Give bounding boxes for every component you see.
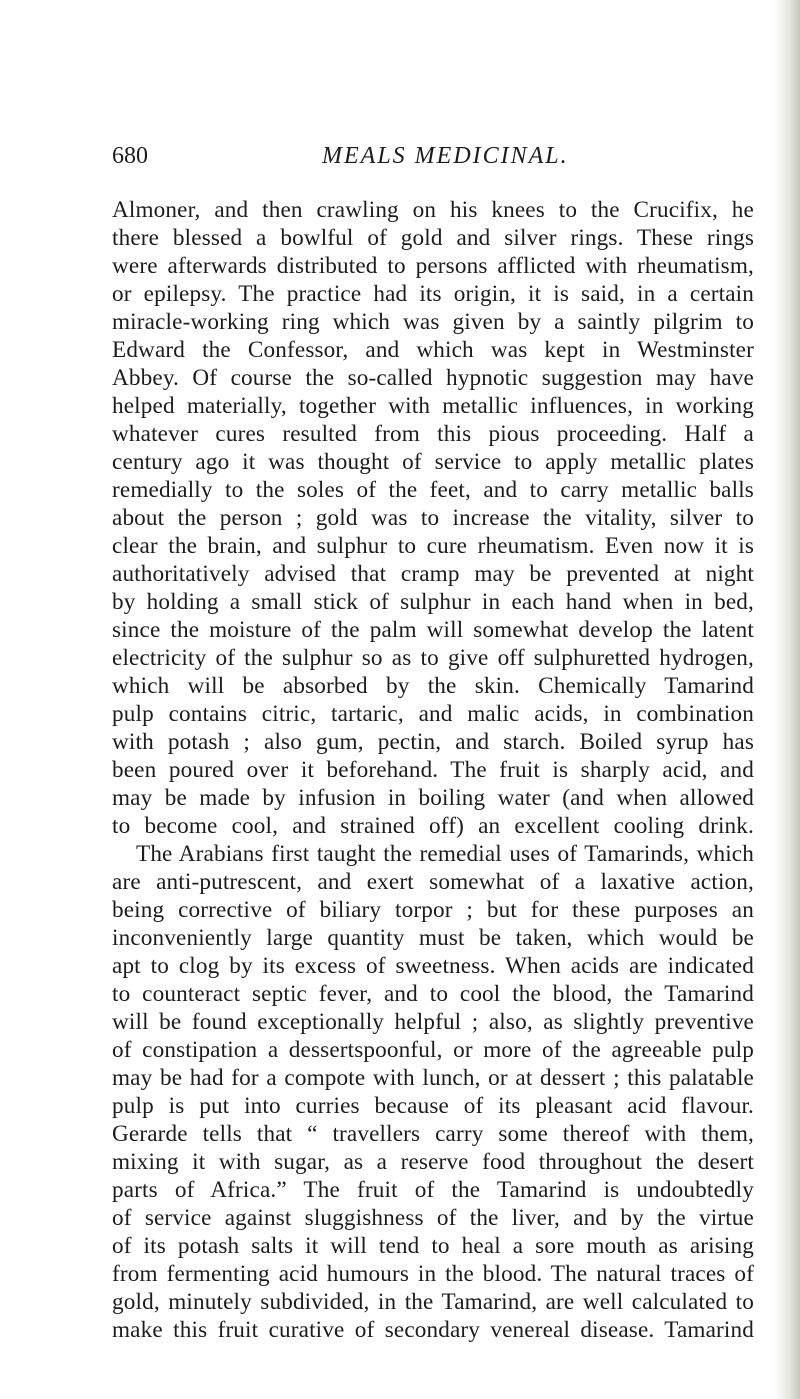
text-line: may be had for a compote with lunch, or at dessert ; this palatable	[112, 1065, 754, 1091]
page-number: 680	[112, 143, 148, 169]
text-line: been poured over it beforehand. The fruit is sharply acid, and	[112, 757, 754, 783]
text-line: inconveniently large quantity must be taken, which would be	[112, 925, 754, 951]
text-line: of service against sluggishness of the liver, and by the virtue	[112, 1205, 754, 1231]
text-line: electricity of the sulphur so as to give off sulphuretted hydrogen,	[112, 645, 754, 671]
text-line: apt to clog by its excess of sweetness. When acids are indicated	[112, 953, 754, 979]
text-line: clear the brain, and sulphur to cure rheumatism. Even now it is	[112, 533, 754, 559]
text-line: Almoner, and then crawling on his knees to the Crucifix, he	[112, 197, 754, 223]
text-line: or epilepsy. The practice had its origin, it is said, in a certain	[112, 281, 754, 307]
text-line: to counteract septic fever, and to cool the blood, the Tamarind	[112, 981, 754, 1007]
text-line: remedially to the soles of the feet, and to carry metallic balls	[112, 477, 754, 503]
text-line: gold, minutely subdivided, in the Tamarind, are well calculated to	[112, 1289, 754, 1315]
text-line: of its potash salts it will tend to heal a sore mouth as arising	[112, 1233, 754, 1259]
text-line: will be found exceptionally helpful ; also, as slightly preventive	[112, 1009, 754, 1035]
page-edge-shadow	[774, 0, 800, 1399]
text-line: may be made by infusion in boiling water (and when allowed	[112, 785, 754, 811]
text-line: about the person ; gold was to increase the vitality, silver to	[112, 505, 754, 531]
text-line: with potash ; also gum, pectin, and starch. Boiled syrup has	[112, 729, 754, 755]
text-line: miracle-working ring which was given by a saintly pilgrim to	[112, 309, 754, 335]
text-line: Abbey. Of course the so-called hypnotic suggestion may have	[112, 365, 754, 391]
text-line: of constipation a dessertspoonful, or more of the agreeable pulp	[112, 1037, 754, 1063]
text-line: from fermenting acid humours in the blood. The natural traces of	[112, 1261, 754, 1287]
text-line: pulp is put into curries because of its pleasant acid flavour.	[112, 1093, 754, 1119]
text-line: century ago it was thought of service to apply metallic plates	[112, 449, 754, 475]
text-line: parts of Africa.” The fruit of the Tamarind is undoubtedly	[112, 1177, 754, 1203]
text-line: to become cool, and strained off) an excellent cooling drink.	[112, 813, 754, 839]
text-line: Edward the Confessor, and which was kept in Westminster	[112, 337, 754, 363]
text-line: since the moisture of the palm will somewhat develop the latent	[112, 617, 754, 643]
body-text	[112, 196, 754, 1344]
text-line: whatever cures resulted from this pious proceeding. Half a	[112, 421, 754, 447]
text-line: pulp contains citric, tartaric, and malic acids, in combination	[112, 701, 754, 727]
text-line: authoritatively advised that cramp may be prevented at night	[112, 561, 754, 587]
running-title: MEALS MEDICINAL.	[322, 143, 569, 169]
text-line: are anti-putrescent, and exert somewhat of a laxative action,	[112, 869, 754, 895]
text-line: being corrective of biliary torpor ; but for these purposes an	[112, 897, 754, 923]
text-line: helped materially, together with metallic influences, in working	[112, 393, 754, 419]
text-line: there blessed a bowlful of gold and silver rings. These rings	[112, 225, 754, 251]
text-line: by holding a small stick of sulphur in each hand when in bed,	[112, 589, 754, 615]
text-line: which will be absorbed by the skin. Chemically Tamarind	[112, 673, 754, 699]
text-line: were afterwards distributed to persons afflicted with rheumatism,	[112, 253, 754, 279]
text-line: The Arabians first taught the remedial uses of Tamarinds, which	[136, 841, 754, 867]
text-line: Gerarde tells that “ travellers carry some thereof with them,	[112, 1121, 754, 1147]
page-header	[112, 143, 752, 173]
text-line: mixing it with sugar, as a reserve food throughout the desert	[112, 1149, 754, 1175]
text-line: make this fruit curative of secondary venereal disease. Tamarind	[112, 1317, 754, 1343]
